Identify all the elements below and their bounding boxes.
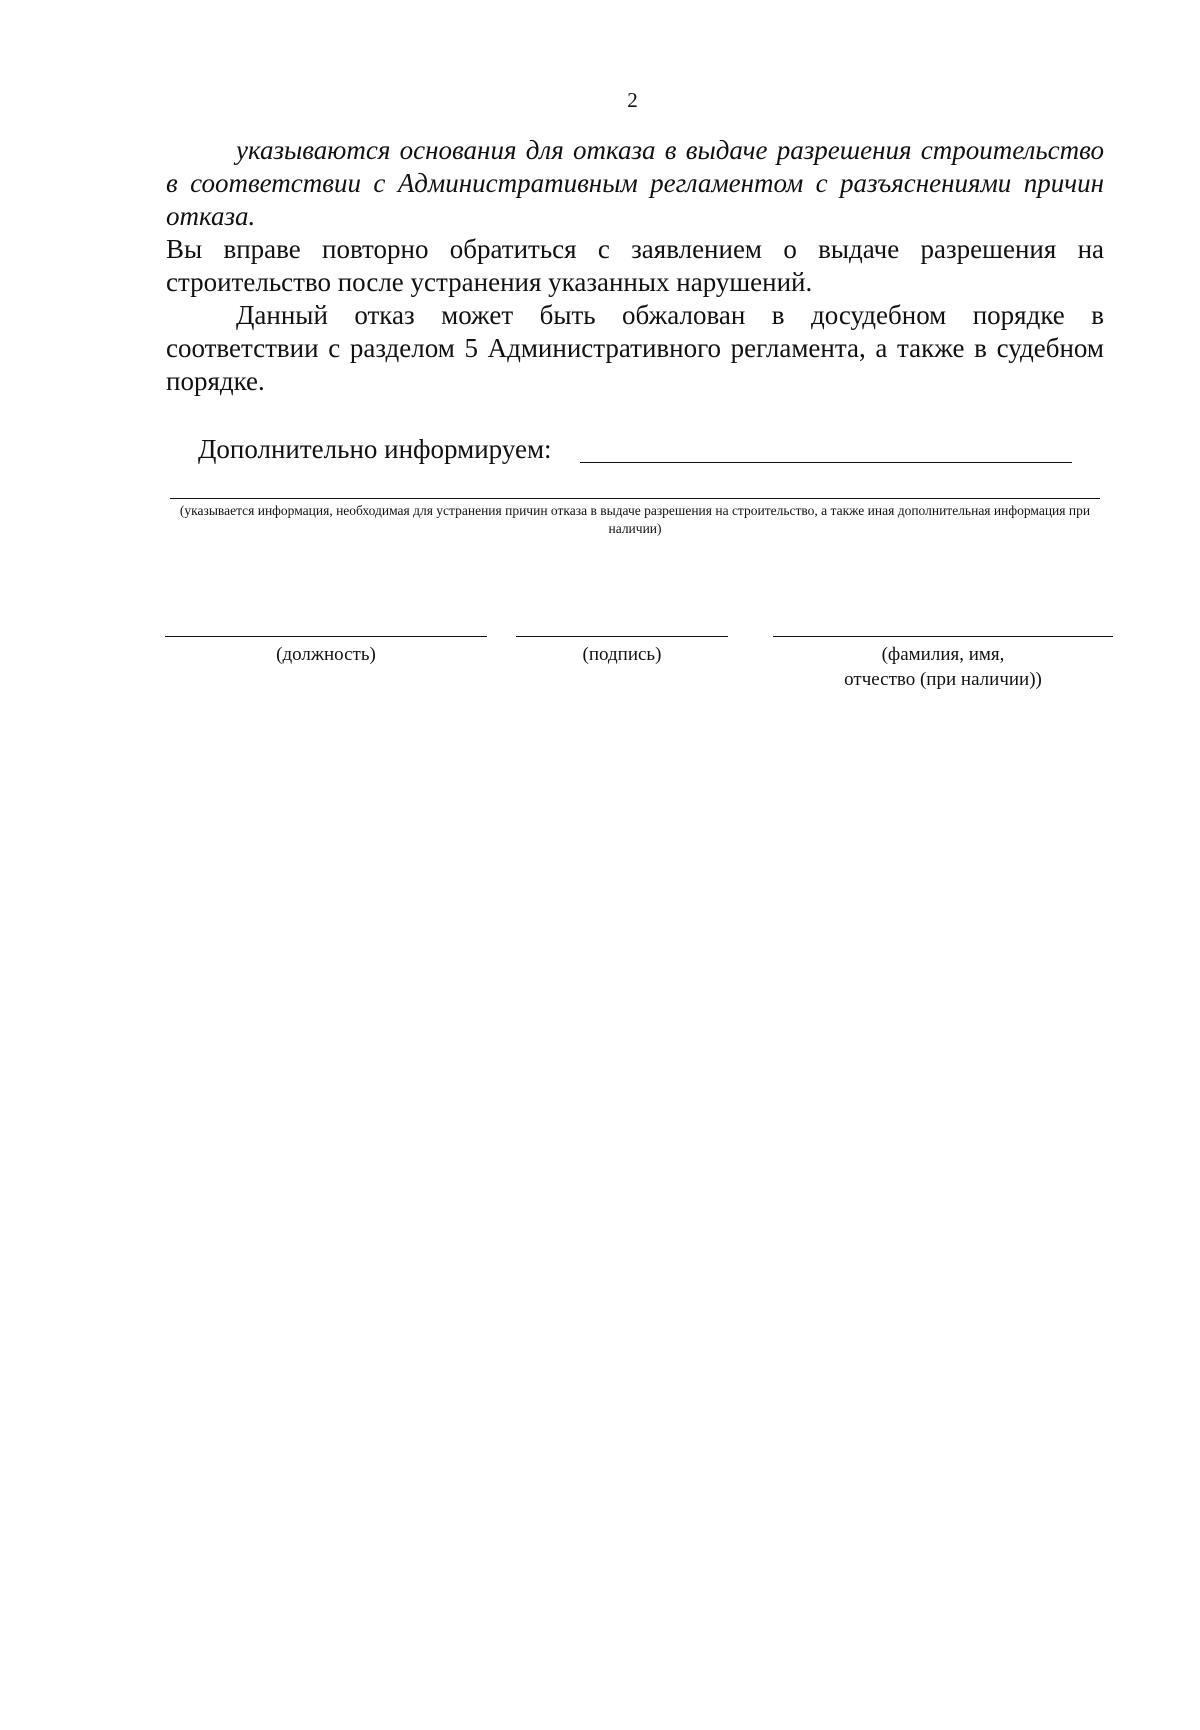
full-name-signature-line	[773, 636, 1113, 637]
additional-info-second-line	[170, 498, 1100, 499]
additional-info-label: Дополнительно информируем:	[198, 434, 552, 464]
position-signature-line	[165, 636, 487, 637]
signature-line	[516, 636, 728, 637]
additional-info-fill-line	[580, 462, 1072, 463]
refusal-reasons-paragraph: указываются основания для отказа в выдаче разрешения строительство в соответствии с Административным регламентом с разъяснениями причин отказа.	[166, 135, 1104, 231]
full-name-label-line1: (фамилия, имя,	[881, 644, 1005, 665]
appeal-paragraph: Данный отказ может быть обжалован в досудебном порядке в соответствии с разделом 5 Административного регламента, а также в судебном порядке.	[166, 300, 1104, 396]
position-label: (должность)	[276, 644, 376, 665]
additional-info-hint: (указывается информация, необходимая для устранения причин отказа в выдаче разрешения на строительство, а также иная дополнительная информация при наличии)	[179, 503, 1091, 536]
page-number: 2	[627, 88, 638, 112]
full-name-label-line2: отчество (при наличии))	[844, 669, 1042, 690]
body-text	[166, 134, 1104, 398]
full-name-label	[773, 642, 1113, 692]
signature-label: (подпись)	[582, 644, 662, 665]
reapply-paragraph: Вы вправе повторно обратиться с заявлением о выдаче разрешения на строительство после устранения указанных нарушений.	[166, 234, 1104, 297]
